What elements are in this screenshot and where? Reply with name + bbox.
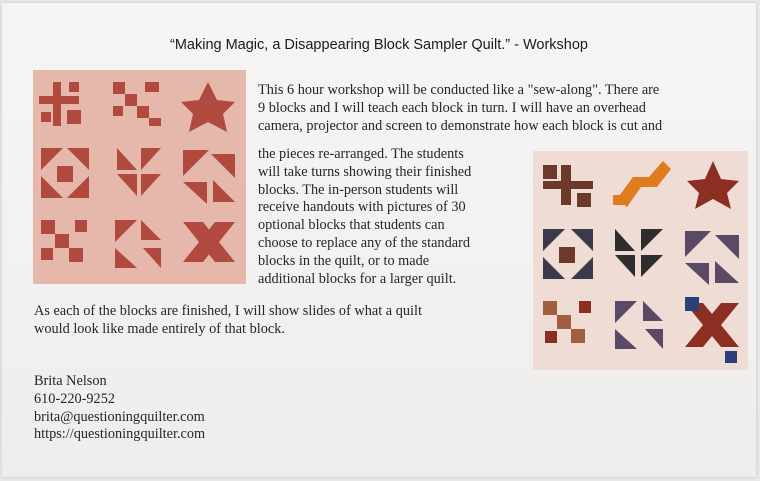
details-line: optional blocks that students can (258, 217, 445, 234)
slides-line: As each of the blocks are finished, I will show slides of what a quilt (34, 303, 422, 319)
contact-phone: 610-220-9252 (34, 390, 116, 407)
details-line: will take turns showing their finished (258, 163, 472, 180)
contact-block (34, 373, 205, 444)
details-line: receive handouts with pictures of 30 (258, 199, 466, 216)
multicolor-quilt-drawing (533, 151, 748, 370)
workshop-description-intro (258, 82, 662, 135)
intro-line: camera, projector and screen to demonstrate how each block is cut and (258, 117, 663, 134)
contact-email: brita@questioningquilter.com (34, 408, 205, 425)
flyer-title: “Making Magic, a Disappearing Block Sampler Quilt.” - Workshop (170, 37, 588, 53)
details-line: choose to replace any of the standard (258, 234, 470, 251)
details-line: blocks in the quilt, or to made (258, 252, 430, 269)
red-sampler-quilt-image (33, 70, 246, 284)
intro-line: This 6 hour workshop will be conducted like a "sew-along". There are (258, 82, 660, 98)
contact-website: https://questioningquilter.com (34, 426, 206, 443)
intro-line: 9 blocks and I will teach each block in turn. I will have an overhead (258, 99, 646, 116)
contact-name: Brita Nelson (34, 373, 107, 389)
details-line: the pieces re-arranged. The students (258, 146, 464, 162)
details-line: blocks. The in-person students will (258, 181, 459, 198)
slides-line: would look like made entirely of that block. (34, 320, 285, 337)
multicolor-sampler-quilt-image (533, 151, 748, 370)
workshop-description-slides (34, 303, 422, 339)
details-line: additional blocks for a larger quilt. (258, 270, 457, 287)
workshop-flyer (2, 3, 756, 477)
red-quilt-drawing (33, 70, 246, 284)
workshop-description-details (258, 146, 471, 288)
